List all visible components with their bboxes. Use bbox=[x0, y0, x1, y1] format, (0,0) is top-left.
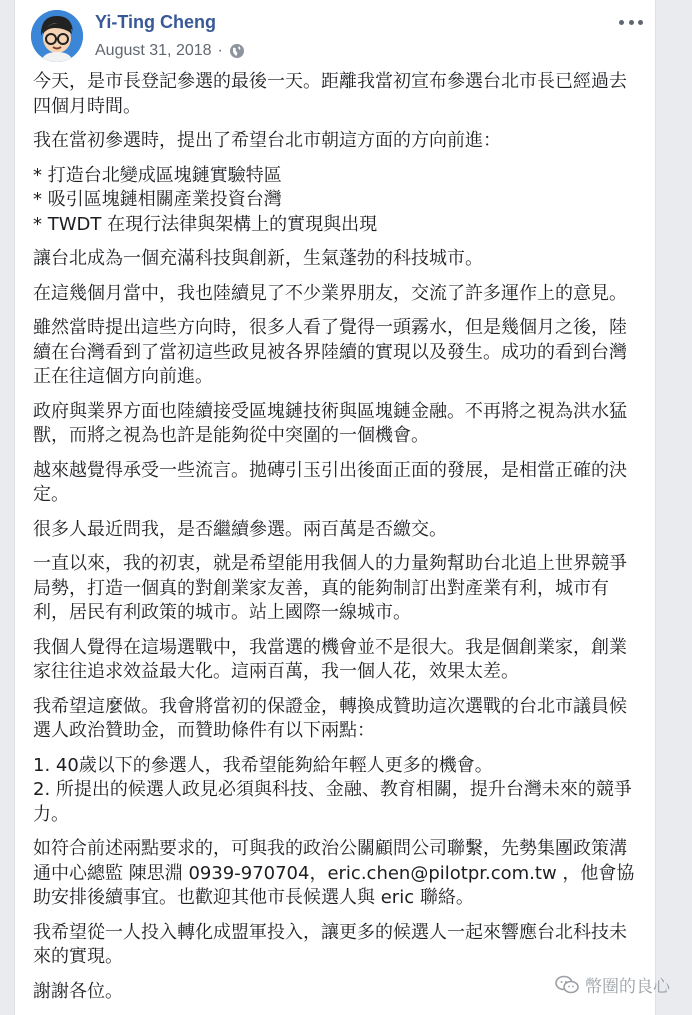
post-paragraph: 謝謝各位。 bbox=[33, 980, 123, 1002]
post-paragraph: 我希望從一人投入轉化成盟軍投入，讓更多的候選人一起來響應台北科技未來的實現。 bbox=[33, 921, 627, 967]
wechat-icon bbox=[555, 975, 579, 995]
post-paragraph: 我在當初參選時，提出了希望台北市朝這方面的方向前進： bbox=[33, 130, 501, 151]
post-content bbox=[33, 70, 638, 1014]
post-date[interactable]: August 31, 2018 bbox=[95, 42, 212, 59]
avatar-cartoon-icon bbox=[31, 10, 83, 62]
globe-icon[interactable] bbox=[229, 43, 245, 59]
more-options-icon[interactable] bbox=[619, 14, 643, 30]
post-paragraph: 很多人最近問我，是否繼續參選。兩百萬是否繳交。 bbox=[33, 518, 447, 540]
post-paragraph: 越來越覺得承受一些流言。拋磚引玉引出後面正面的發展，是相當正確的決定。 bbox=[33, 459, 627, 505]
post-paragraph: 1. 40歲以下的參選人，我希望能夠給年輕人更多的機會。 2. 所提出的候選人政見必須與科技、金融、教育相關，提升台灣未來的競爭力。 bbox=[33, 754, 632, 825]
watermark-text: 幣圈的良心 bbox=[585, 977, 670, 997]
post-paragraph: 雖然當時提出這些方向時，很多人看了覺得一頭霧水，但是幾個月之後，陸續在台灣看到了當初這些政見被各界陸續的實現以及發生。成功的看到台灣正在往這個方向前進。 bbox=[33, 317, 627, 387]
post-paragraph: 今天，是市長登記參選的最後一天。距離我當初宣布參選台北市長已經過去四個月時間。 bbox=[33, 71, 627, 117]
post-paragraph: * 打造台北變成區塊鏈實驗特區 * 吸引區塊鏈相關產業投資台灣 * TWDT 在現行法律與架構上的實現與出現 bbox=[33, 164, 378, 235]
post-paragraph: 我希望這麼做。我會將當初的保證金，轉換成贊助這次選戰的台北市議員候選人政治贊助金，而贊助條件有以下兩點： bbox=[33, 695, 627, 741]
author-name[interactable]: Yi-Ting Cheng bbox=[95, 12, 216, 32]
watermark bbox=[555, 972, 670, 997]
post-paragraph: 我個人覺得在這場選戰中，我當選的機會並不是很大。我是個創業家，創業家往往追求效益最大化。這兩百萬，我一個人花，效果太差。 bbox=[33, 636, 627, 682]
avatar[interactable] bbox=[31, 10, 83, 62]
post-paragraph: 一直以來，我的初衷，就是希望能用我個人的力量夠幫助台北追上世界競爭局勢，打造一個真的對創業家友善，真的能夠制訂出對產業有利，城市有利，居民有利政策的城市。站上國際一線城市。 bbox=[33, 553, 627, 623]
post-paragraph: 讓台北成為一個充滿科技與創新，生氣蓬勃的科技城市。 bbox=[33, 248, 483, 269]
meta-separator: · bbox=[217, 42, 223, 59]
post-paragraph: 如符合前述兩點要求的，可與我的政治公關顧問公司聯繫，先勢集團政策溝通中心總監 陳思淵 0939-970704，eric.chen@pilotpr.com.tw ，他會協助安排後續事宜。也歡迎其他市長候選人與 eric 聯絡。 bbox=[33, 838, 635, 908]
post-paragraph: 在這幾個月當中，我也陸續見了不少業界朋友，交流了許多運作上的意見。 bbox=[33, 282, 627, 304]
post-paragraph: 政府與業界方面也陸續接受區塊鏈技術與區塊鏈金融。不再將之視為洪水猛獸，而將之視為也許是能夠從中突圍的一個機會。 bbox=[33, 400, 627, 446]
post-meta bbox=[95, 42, 245, 60]
post-card bbox=[14, 0, 656, 1015]
